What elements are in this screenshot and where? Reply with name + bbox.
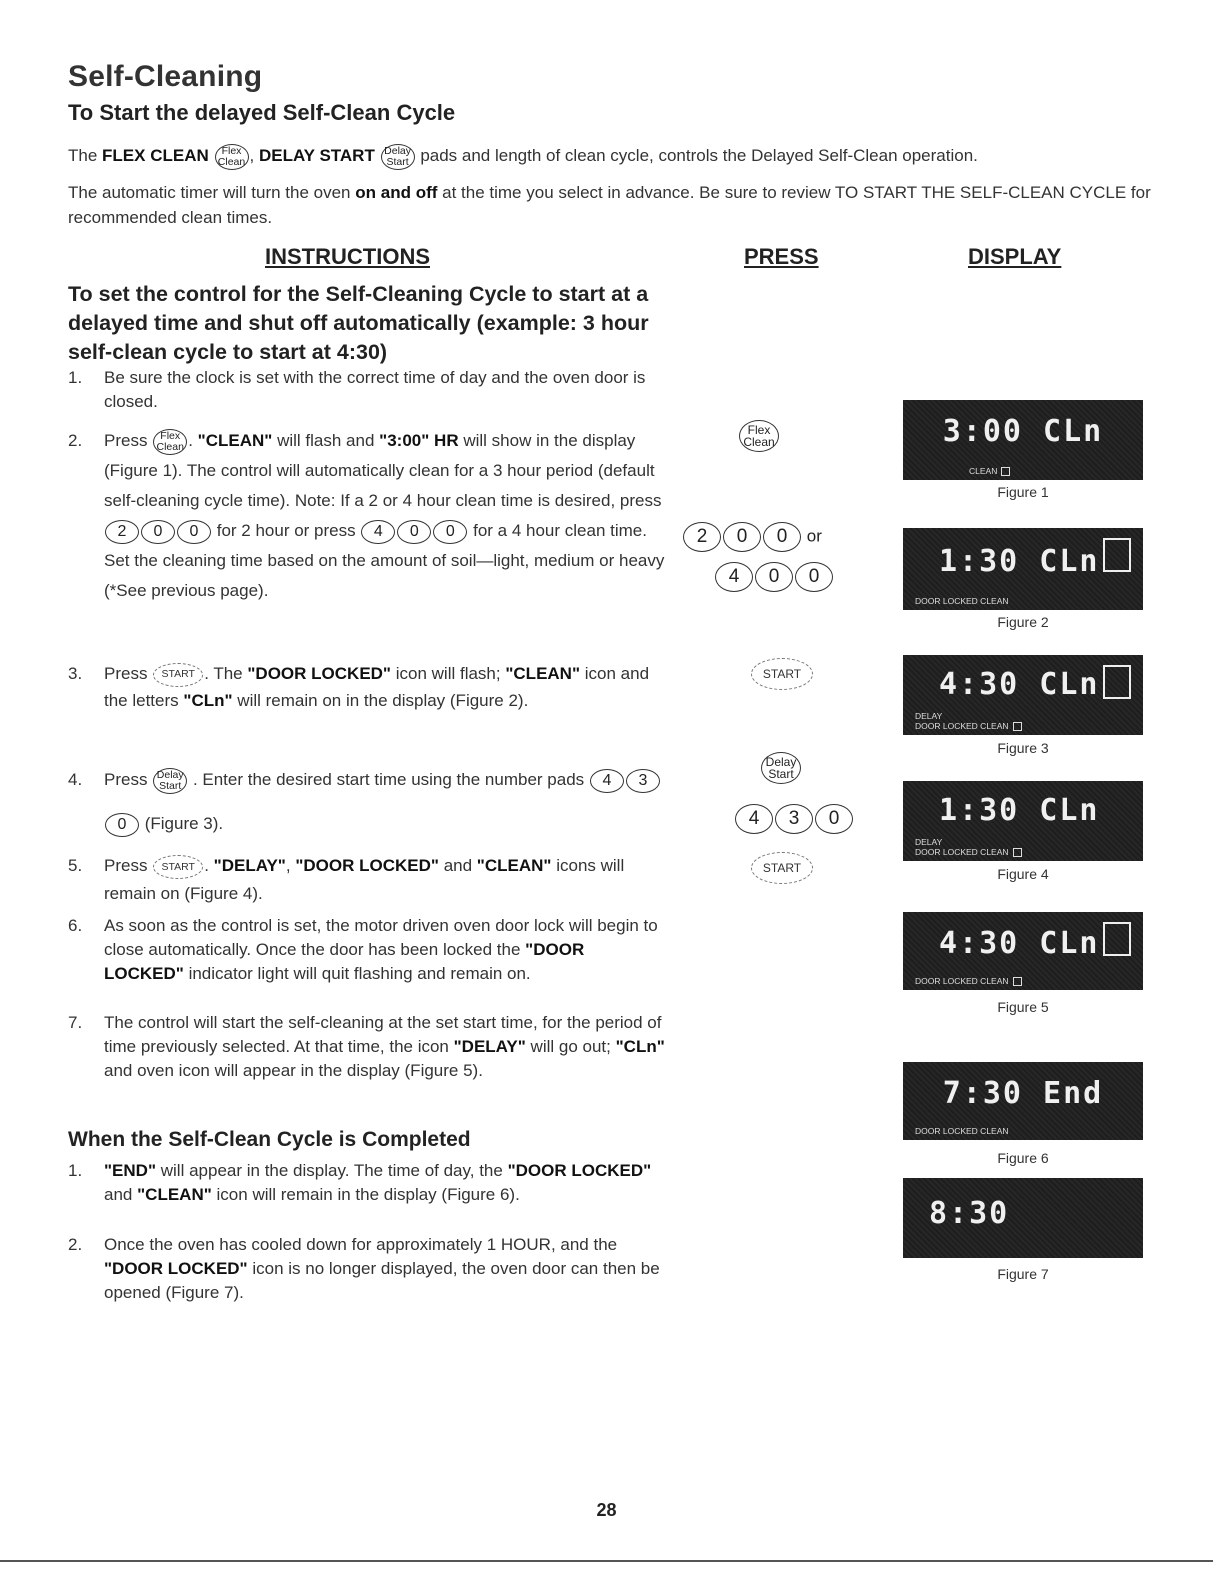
digit-0-pad-icon: 0 <box>815 804 853 834</box>
figure-5-caption: Figure 5 <box>997 999 1049 1015</box>
step-2: 2. Press Flex Clean . "CLEAN" will flash and "3:00" HR will show in the display (Figure 1). The control will automatically clean for a 3 hour period (default self-cleaning cycle time). Note: If a 2 or 4 hour clean time is desired, press 2 0 0 for 2 hour or press 4 0 0 for a 4 hour clean time. Set the cleaning time based on the amount of soil—light, medium or heavy (*See previous page). <box>68 429 665 600</box>
completed-heading: When the Self-Clean Cycle is Completed <box>68 1128 471 1151</box>
press-start-1 <box>750 658 814 690</box>
completed-step-1: 1. "END" will appear in the display. The time of day, the "DOOR LOCKED" and "CLEAN" icon will remain in the display (Figure 6). <box>68 1161 652 1204</box>
digit-0-pad-icon: 0 <box>397 520 431 544</box>
digit-0-pad-icon: 0 <box>177 520 211 544</box>
step-3: 3. Press START . The "DOOR LOCKED" icon will flash; "CLEAN" icon and the letters "CLn" will remain on in the display (Figure 2). <box>68 664 650 710</box>
section-heading: To set the control for the Self-Cleaning Cycle to start at a delayed time and shut off automatically (example: 3 hour self-clean cycle to start at 4:30) <box>68 282 649 364</box>
digit-0-pad-icon: 0 <box>795 562 833 592</box>
digit-0-pad-icon: 0 <box>105 813 139 837</box>
digit-2-pad-icon: 2 <box>683 522 721 552</box>
flex-clean-pad-icon: Flex Clean <box>215 144 249 170</box>
digit-3-pad-icon: 3 <box>626 769 660 793</box>
display-figure-2: 1:30 CLn DOOR LOCKED CLEAN <box>903 528 1143 610</box>
press-4-3-0 <box>734 804 854 834</box>
digit-0-pad-icon: 0 <box>755 562 793 592</box>
start-pad-icon: START <box>153 855 203 879</box>
press-2-0-0: 2 0 0 or <box>682 522 822 552</box>
display-figure-3: 4:30 CLn DELAY DOOR LOCKED CLEAN <box>903 655 1143 735</box>
digit-4-pad-icon: 4 <box>590 769 624 793</box>
display-figure-7: 8:30 <box>903 1178 1143 1258</box>
digit-0-pad-icon: 0 <box>141 520 175 544</box>
display-figure-1: 3:00 CLn CLEAN <box>903 400 1143 480</box>
oven-icon <box>1103 665 1131 699</box>
display-figure-6: 7:30 End DOOR LOCKED CLEAN <box>903 1062 1143 1140</box>
flex-clean-pad-icon: Flex Clean <box>153 429 187 455</box>
digit-4-pad-icon: 4 <box>735 804 773 834</box>
display-header: DISPLAY <box>968 244 1062 269</box>
press-start-2 <box>750 852 814 884</box>
press-delay-start <box>760 752 802 784</box>
lock-icon <box>1001 467 1010 476</box>
delay-start-pad-icon: Delay Start <box>153 768 187 794</box>
step-4: 4. Press Delay Start . Enter the desired start time using the number pads 4 30 (Figure 3). <box>68 758 668 846</box>
figure-7-caption: Figure 7 <box>997 1266 1049 1282</box>
page-number: 28 <box>596 1500 617 1520</box>
step-7: 7. The control will start the self-cleaning at the set start time, for the period of time previously selected. At that time, the icon "DELAY" will go out; "CLn" and oven icon will appear in the display (Figure 5). <box>68 1013 665 1080</box>
figure-2-caption: Figure 2 <box>997 614 1049 630</box>
step-5: 5. Press START . "DELAY", "DOOR LOCKED" and "CLEAN" icons will remain on (Figure 4). <box>68 856 625 903</box>
intro-paragraph-2: The automatic timer will turn the oven on and off at the time you select in advance. Be sure to review TO START THE SELF-CLEAN CYCLE for recommended clean times. <box>68 183 1151 227</box>
figure-1-caption: Figure 1 <box>997 484 1049 500</box>
digit-2-pad-icon: 2 <box>105 520 139 544</box>
oven-icon <box>1103 538 1131 572</box>
start-pad-icon: START <box>153 663 203 687</box>
page-title: Self-Cleaning <box>68 60 263 93</box>
start-pad-icon: START <box>751 852 813 884</box>
press-flex-clean <box>738 420 780 452</box>
flex-clean-pad-icon: Flex Clean <box>739 420 779 452</box>
lock-icon <box>1013 977 1022 986</box>
figure-4-caption: Figure 4 <box>997 866 1049 882</box>
digit-3-pad-icon: 3 <box>775 804 813 834</box>
lock-icon <box>1013 722 1022 731</box>
digit-0-pad-icon: 0 <box>723 522 761 552</box>
completed-step-2: 2. Once the oven has cooled down for approximately 1 HOUR, and the "DOOR LOCKED" icon is no longer displayed, the oven door can then be opened (Figure 7). <box>68 1235 660 1302</box>
delay-start-pad-icon: Delay Start <box>381 144 415 170</box>
digit-0-pad-icon: 0 <box>763 522 801 552</box>
step-6: 6. As soon as the control is set, the motor driven oven door lock will begin to close automatically. Once the door has been locked the "DOOR LOCKED" indicator light will quit flashing and remain on. <box>68 916 658 983</box>
figure-3-caption: Figure 3 <box>997 740 1049 756</box>
oven-icon <box>1103 922 1131 956</box>
digit-4-pad-icon: 4 <box>361 520 395 544</box>
figure-6-caption: Figure 6 <box>997 1150 1049 1166</box>
intro-paragraph-1: The FLEX CLEAN Flex Clean , DELAY START Delay Start pads and length of clean cycle, controls the Delayed Self-Clean operation. <box>68 144 978 168</box>
display-figure-5: 4:30 CLn DOOR LOCKED CLEAN <box>903 912 1143 990</box>
delay-start-pad-icon: Delay Start <box>761 752 801 784</box>
instructions-header: INSTRUCTIONS <box>265 244 430 269</box>
press-header: PRESS <box>744 244 819 269</box>
display-figure-4: 1:30 CLn DELAY DOOR LOCKED CLEAN <box>903 781 1143 861</box>
page-subtitle: To Start the delayed Self-Clean Cycle <box>68 100 456 125</box>
start-pad-icon: START <box>751 658 813 690</box>
press-4-0-0 <box>714 562 834 592</box>
digit-0-pad-icon: 0 <box>433 520 467 544</box>
step-1: 1. Be sure the clock is set with the correct time of day and the oven door is closed. <box>68 368 646 411</box>
bottom-divider <box>0 1560 1213 1562</box>
digit-4-pad-icon: 4 <box>715 562 753 592</box>
lock-icon <box>1013 848 1022 857</box>
